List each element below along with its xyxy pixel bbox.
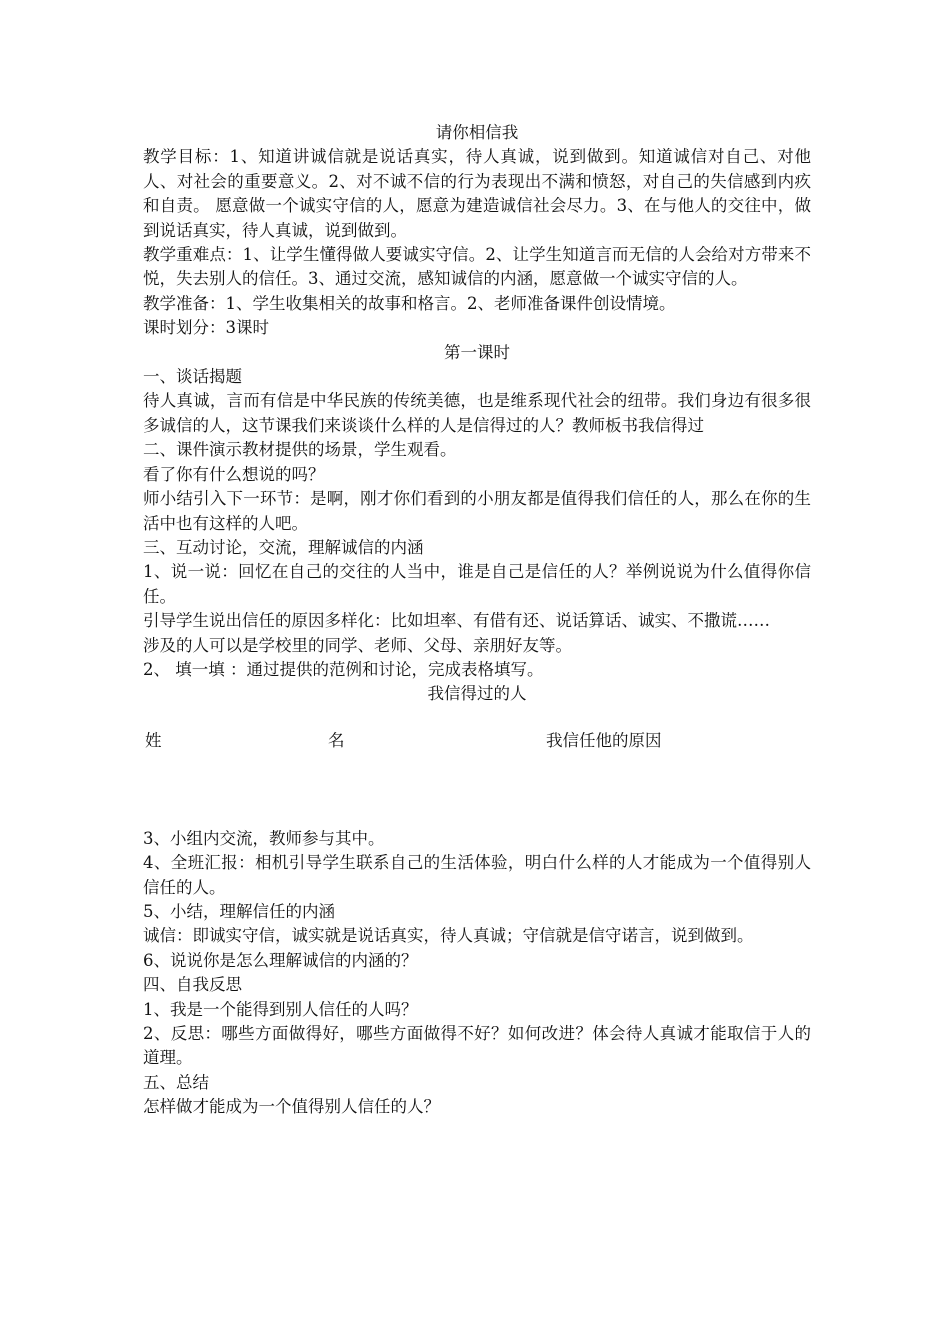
section-4-item-2: 2、反思：哪些方面做得好，哪些方面做得不好？如何改进？体会待人真诚才能取信于人的道理。 [143,1024,811,1068]
section-2-heading: 二、课件演示教材提供的场景，学生观看。 [143,440,457,460]
section-5-text: 怎样做才能成为一个值得别人信任的人？ [143,1097,440,1117]
section-2-question: 看了你有什么想说的吗？ [143,464,325,484]
section-3-item-4: 4、全班汇报：相机引导学生联系自己的生活体验，明白什么样的人才能成为一个值得别人信任的人。 [143,853,811,897]
section-3-item-2: 2、 填一填 ：通过提供的范例和讨论，完成表格填写。 [143,659,544,679]
section-3-guide: 引导学生说出信任的原因多样化：比如坦率、有借有还、说话算话、诚实、不撒谎…… [143,611,770,631]
document-body [143,121,811,1120]
section-2-summary: 师小结引入下一环节：是啊，刚才你们看到的小朋友都是值得我们信任的人，那么在你的生活中也有这样的人吧。 [143,489,811,533]
section-1-heading: 一、谈话揭题 [143,367,242,387]
trust-table-header [143,729,811,753]
key-points: 教学重难点：1、让学生懂得做人要诚实守信。2、让学生知道言而无信的人会给对方带来不悦，失去别人的信任。3、通过交流，感知诚信的内涵，愿意做一个诚实守信的人。 [143,245,811,289]
trust-table-body [143,753,811,827]
teaching-preparation: 教学准备：1、学生收集相关的故事和格言。2、老师准备课件创设情境。 [143,293,676,313]
section-3-item-1: 1、说一说：回忆在自己的交往的人当中，谁是自己是信任的人？举例说说为什么值得你信任。 [143,562,811,606]
section-3-item-3: 3、小组内交流，教师参与其中。 [143,828,385,848]
section-4-heading: 四、自我反思 [143,975,242,995]
section-4-item-1: 1、我是一个能得到别人信任的人吗？ [143,999,418,1019]
section-1-text: 待人真诚，言而有信是中华民族的传统美德，也是维系现代社会的纽带。我们身边有很多很多诚信的人，这节课我们来谈谈什么样的人是信得过的人？教师板书我信得过 [143,391,811,435]
lesson-title: 第一课时 [444,342,510,362]
document-title: 请你相信我 [435,123,519,142]
section-3-item-5: 5、小结，理解信任的内涵 [143,901,335,921]
section-3-item-6: 6、说说你是怎么理解诚信的内涵的？ [143,950,418,970]
section-3-definition: 诚信：即诚实守信，诚实就是说话真实，待人真诚；守信就是信守诺言，说到做到。 [143,926,754,946]
section-3-heading: 三、互动讨论，交流，理解诚信的内涵 [143,537,424,557]
section-5-heading: 五、总结 [143,1072,209,1092]
table-header-reason: 我信任他的原因 [546,730,662,750]
table-title: 我信得过的人 [427,684,527,704]
section-3-people: 涉及的人可以是学校里的同学、老师、父母、亲朋好友等。 [143,635,572,655]
table-header-name: 名 [328,730,345,750]
class-hours: 课时划分：3课时 [143,318,269,338]
table-header-surname: 姓 [145,730,162,750]
teaching-objectives: 教学目标：1、知道讲诚信就是说话真实，待人真诚，说到做到。知道诚信对自己、对他人、对社会的重要意义。2、对不诚不信的行为表现出不满和愤怒，对自己的失信感到内疚和自责。 愿意做一个诚实守信的人，愿意为建造诚信社会尽力。3、在与他人的交往中，做到说话真实，待人真诚，说到做到。 [143,147,811,240]
